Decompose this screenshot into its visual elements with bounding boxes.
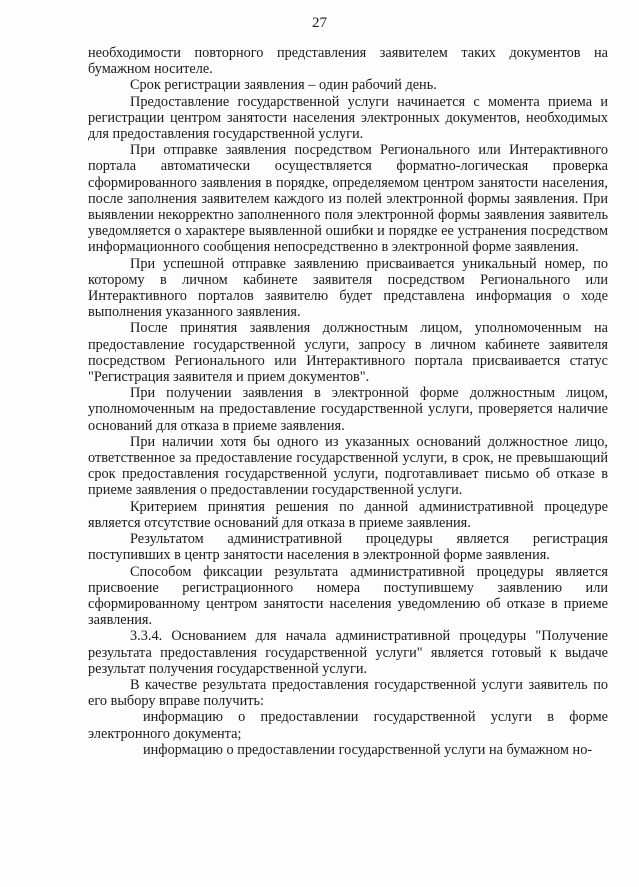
paragraph: Критерием принятия решения по данной административной процедуре является отсутствие оснований для отказа в приеме заявления. [88, 498, 608, 531]
paragraph: При получении заявления в электронной форме должностным лицом, уполномоченным на предоставление государственной услуги, проверяется наличие оснований для отказа в приеме заявления. [88, 385, 608, 434]
paragraph: При успешной отправке заявлению присваивается уникальный номер, по которому в личном кабинете заявителя посредством Регионального или Интерактивного порталов заявителю будет представлена информация о ходе выполнения указанного заявления. [88, 255, 608, 321]
paragraph: 3.3.4. Основанием для начала административной процедуры "Получение результата предоставления государственной услуги" является готовый к выдаче результат получения государственной услуги. [88, 628, 608, 677]
paragraph: Способом фиксации результата административной процедуры является присвоение регистрационного номера поступившему заявлению или сформированному центром занятости населения уведомлению об отказе в приеме заявления. [88, 563, 608, 629]
paragraph: При наличии хотя бы одного из указанных оснований должностное лицо, ответственное за предоставление государственной услуги, в срок, не превышающий срок предоставления государственной услуги, подготавливает письмо об отказе в приеме заявления о предоставлении государственной услуги. [88, 433, 608, 499]
document-body [88, 45, 608, 758]
page-number: 27 [312, 15, 327, 31]
list-item: информацию о предоставлении государственной услуги на бумажном но- [143, 741, 593, 758]
list-item: информацию о предоставлении государственной услуги в форме электронного документа; [88, 709, 608, 742]
paragraph: После принятия заявления должностным лицом, уполномоченным на предоставление государственной услуги, запросу в личном кабинете заявителя посредством Регионального или Интерактивного портала присваивается статус "Регистрация заявителя и прием документов". [88, 320, 608, 386]
paragraph: При отправке заявления посредством Регионального или Интерактивного портала автоматически осуществляется форматно-логическая проверка сформированного заявления в порядке, определяемом центром занятости населения, после заполнения заявителем каждого из полей электронной формы заявления. При выявлении некорректно заполненного поля электронной формы заявления заявитель уведомляется о характере выявленной ошибки и порядке ее устранения посредством информационного сообщения непосредственно в электронной форме заявления. [88, 142, 608, 256]
paragraph: Результатом административной процедуры является регистрация поступивших в центр занятости населения в электронной форме заявления. [88, 531, 608, 564]
paragraph: необходимости повторного представления заявителем таких документов на бумажном носителе. [88, 45, 608, 78]
paragraph: Срок регистрации заявления – один рабочий день. [130, 77, 437, 94]
paragraph: В качестве результата предоставления государственной услуги заявитель по его выбору вправе получить: [88, 676, 608, 710]
paragraph: Предоставление государственной услуги начинается с момента приема и регистрации центром занятости населения электронных документов, необходимых для предоставления государственной услуги. [88, 93, 608, 143]
